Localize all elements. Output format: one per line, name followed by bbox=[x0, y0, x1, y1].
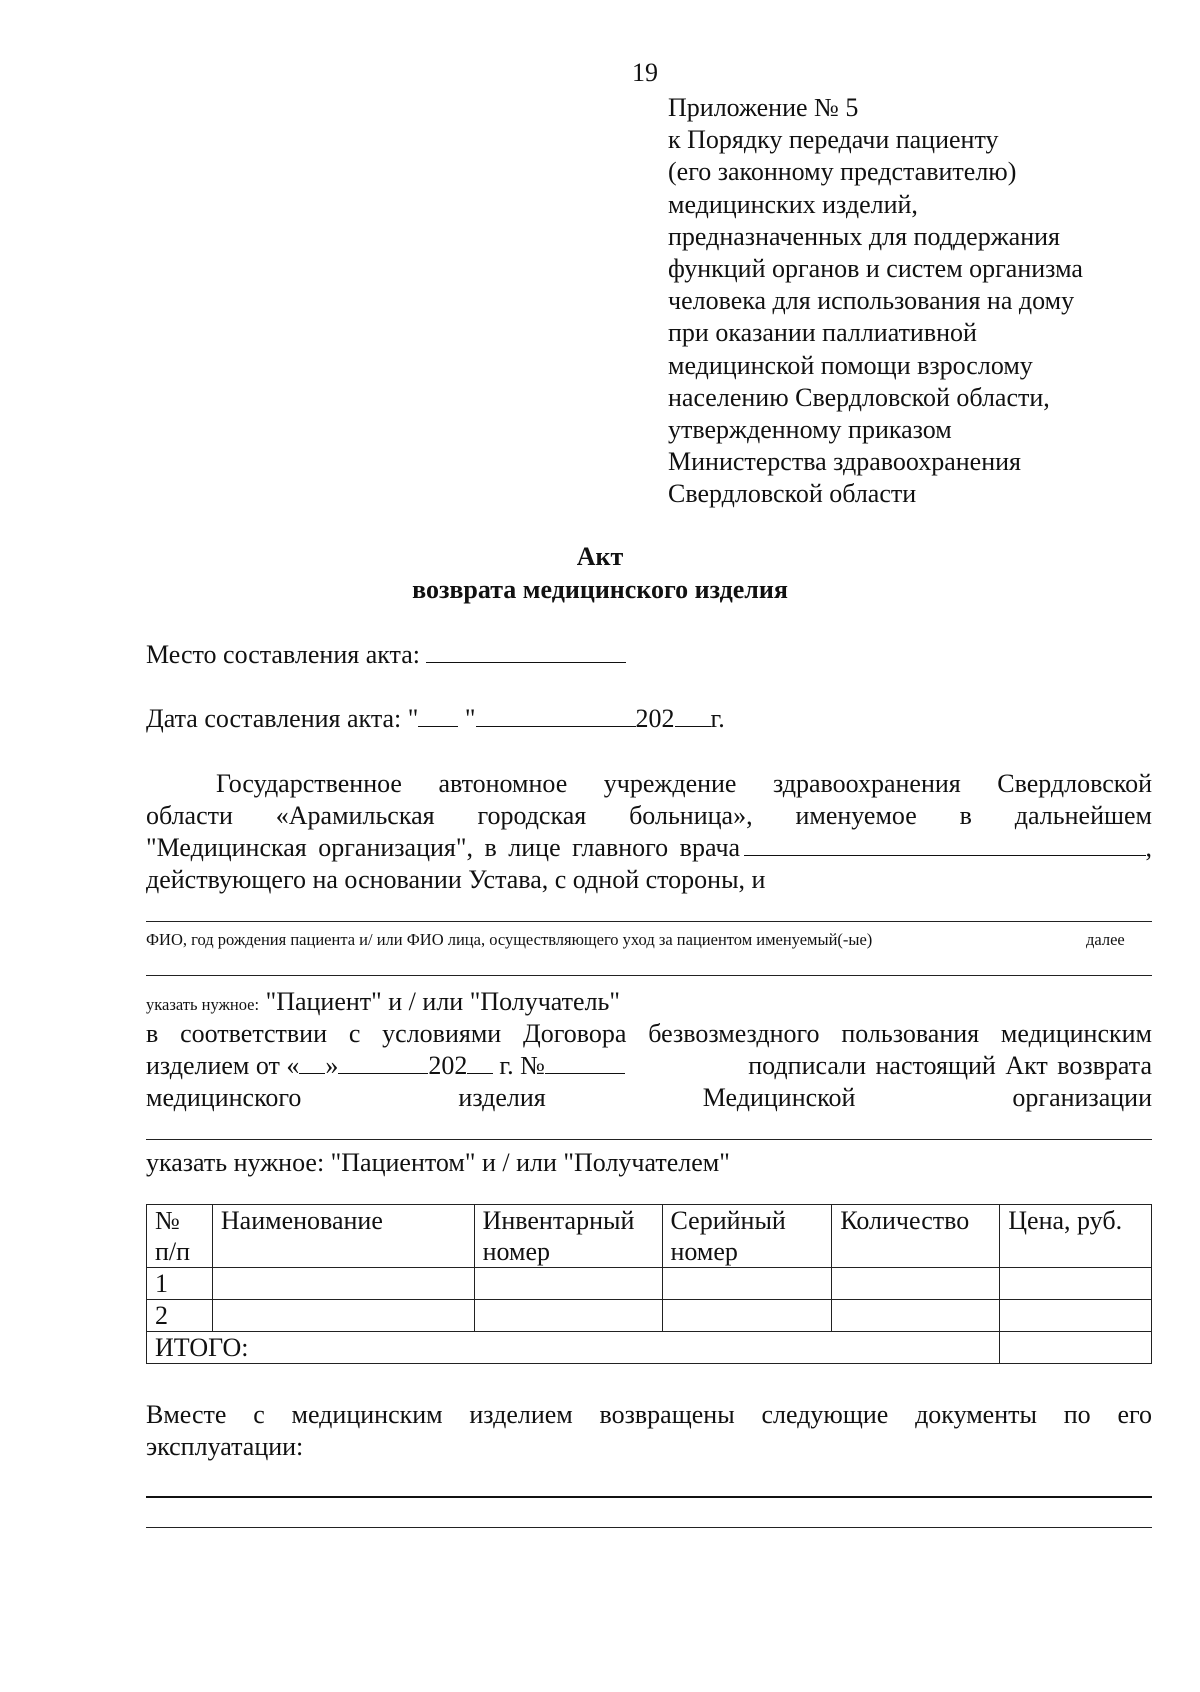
patient-role-line[interactable] bbox=[146, 975, 1152, 976]
table-cell[interactable] bbox=[662, 1268, 832, 1300]
table-cell[interactable] bbox=[832, 1300, 1000, 1332]
contract-year-blank[interactable] bbox=[467, 1051, 493, 1074]
date-label: Дата составления акта: " bbox=[146, 704, 419, 733]
table-cell: 2 bbox=[147, 1300, 213, 1332]
appendix-line: Свердловской области bbox=[668, 479, 917, 509]
contract-line-3: медицинского изделия Медицинской организации bbox=[146, 1083, 1152, 1112]
contract-number-blank[interactable] bbox=[545, 1051, 625, 1074]
docs-blank-line-2[interactable] bbox=[146, 1527, 1152, 1528]
table-row bbox=[147, 1268, 1152, 1300]
docs-line-2: эксплуатации: bbox=[146, 1432, 304, 1461]
place-blank[interactable] bbox=[426, 640, 626, 663]
appendix-line: Приложение № 5 bbox=[668, 93, 859, 122]
document-subtitle: возврата медицинского изделия bbox=[412, 575, 788, 604]
contract-text-c: 202 bbox=[428, 1051, 468, 1080]
document-title: Акт bbox=[576, 542, 624, 571]
org-line-4: действующего на основании Устава, с одной стороны, и bbox=[146, 865, 766, 894]
date-day-blank[interactable] bbox=[418, 704, 458, 727]
table-cell[interactable] bbox=[1000, 1300, 1152, 1332]
org-line-3-end: , bbox=[1145, 833, 1152, 862]
table-cell[interactable] bbox=[832, 1268, 1000, 1300]
appendix-line: утвержденному приказом bbox=[668, 415, 952, 445]
date-line bbox=[146, 704, 725, 734]
appendix-line: предназначенных для поддержания bbox=[668, 221, 1061, 251]
page-number: 19 bbox=[632, 58, 658, 87]
docs-blank-line-1[interactable] bbox=[146, 1496, 1152, 1498]
contract-month-blank[interactable] bbox=[338, 1051, 428, 1074]
appendix-line: населению Свердловской области, bbox=[668, 382, 1050, 412]
table-header-cell: Количество bbox=[832, 1205, 1000, 1268]
table-row bbox=[147, 1300, 1152, 1332]
patient-caption-right: далее bbox=[1086, 930, 1125, 949]
table-cell: 1 bbox=[147, 1268, 213, 1300]
appendix-line: медицинской помощи взрослому bbox=[668, 350, 1033, 380]
contract-text-b: » bbox=[325, 1051, 339, 1080]
appendix-line: функций органов и систем организма bbox=[668, 254, 1083, 284]
table-total-label: ИТОГО: bbox=[147, 1332, 1000, 1364]
contract-line-1: в соответствии с условиями Договора безвозмездного пользования медицинским bbox=[146, 1019, 1152, 1048]
specify-options-2: указать нужное: "Пациентом" и / или "Получателем" bbox=[146, 1148, 730, 1177]
specify-small-label: указать нужное: bbox=[146, 995, 260, 1014]
table-cell[interactable] bbox=[474, 1268, 662, 1300]
contract-text-e: подписали настоящий Акт возврата bbox=[748, 1051, 1152, 1080]
org-line-2: области «Арамильская городская больница», именуемое в дальнейшем bbox=[146, 801, 1152, 830]
table-header-cell: Инвентарный номер bbox=[474, 1205, 662, 1268]
contract-text-a: изделием от « bbox=[146, 1051, 300, 1080]
table-header-cell: № п/п bbox=[147, 1205, 213, 1268]
appendix-line: медицинских изделий, bbox=[668, 189, 918, 219]
specify-options-1: "Пациент" и / или "Получатель" bbox=[265, 987, 621, 1016]
docs-line-1: Вместе с медицинским изделием возвращены следующие документы по его bbox=[146, 1400, 1152, 1429]
table-cell[interactable] bbox=[662, 1300, 832, 1332]
org-line-1: Государственное автономное учреждение здравоохранения Свердловской bbox=[216, 769, 1152, 798]
appendix-line: при оказании паллиативной bbox=[668, 318, 977, 348]
specify-role-1 bbox=[146, 987, 620, 1017]
contract-text-d: г. № bbox=[499, 1051, 545, 1080]
table-header-row bbox=[147, 1205, 1152, 1268]
appendix-line: к Порядку передачи пациенту bbox=[668, 125, 999, 155]
org-line-3 bbox=[146, 833, 1152, 863]
appendix-line: Министерства здравоохранения bbox=[668, 447, 1021, 477]
recipient-line[interactable] bbox=[146, 1139, 1152, 1140]
contract-day-blank[interactable] bbox=[299, 1051, 325, 1074]
table-header-cell: Серийный номер bbox=[662, 1205, 832, 1268]
place-line bbox=[146, 640, 626, 670]
table-total-value[interactable] bbox=[1000, 1332, 1152, 1364]
appendix-line: (его законному представителю) bbox=[668, 157, 1017, 187]
date-year-blank[interactable] bbox=[675, 704, 711, 727]
appendix-line: человека для использования на дому bbox=[668, 286, 1075, 316]
appendix-header bbox=[668, 92, 1083, 511]
date-year-suffix: г. bbox=[710, 704, 725, 733]
table-cell[interactable] bbox=[212, 1268, 474, 1300]
place-label: Место составления акта: bbox=[146, 640, 420, 669]
table-header-cell: Наименование bbox=[212, 1205, 474, 1268]
items-table bbox=[146, 1204, 1152, 1364]
date-month-blank[interactable] bbox=[476, 704, 636, 727]
chief-doctor-blank[interactable] bbox=[744, 833, 1145, 856]
patient-name-line[interactable] bbox=[146, 921, 1152, 922]
table-cell[interactable] bbox=[474, 1300, 662, 1332]
table-cell[interactable] bbox=[1000, 1268, 1152, 1300]
patient-caption: ФИО, год рождения пациента и/ или ФИО лица, осуществляющего уход за пациентом именуемый(-ые) bbox=[146, 930, 873, 949]
date-year-prefix: 202 bbox=[635, 704, 675, 733]
table-total-row bbox=[147, 1332, 1152, 1364]
contract-line-2 bbox=[146, 1051, 1152, 1081]
org-line-3-text: "Медицинская организация", в лице главного врача bbox=[146, 833, 741, 862]
table-cell[interactable] bbox=[212, 1300, 474, 1332]
date-quote-close: " bbox=[458, 704, 476, 733]
table-header-cell: Цена, руб. bbox=[1000, 1205, 1152, 1268]
